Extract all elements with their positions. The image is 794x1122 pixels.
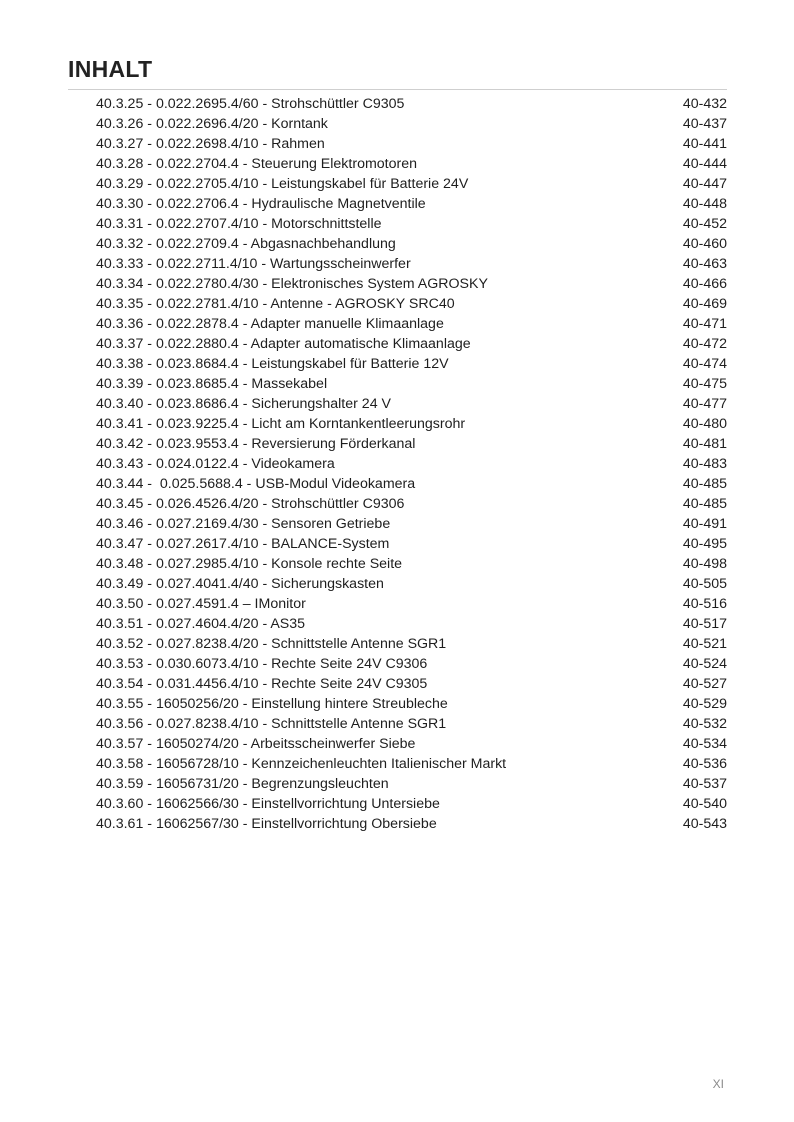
page-number: XI — [712, 1077, 724, 1091]
toc-entry[interactable] — [96, 434, 727, 454]
title-divider — [68, 89, 727, 90]
toc-entry[interactable] — [96, 394, 727, 414]
toc-entry-page: 40-532 — [682, 716, 727, 732]
toc-entry[interactable] — [96, 534, 727, 554]
toc-entry-title: 40.3.53 - 0.030.6073.4/10 - Rechte Seite 24V C9306 — [96, 656, 428, 672]
toc-entry-title: 40.3.56 - 0.027.8238.4/10 - Schnittstelle Antenne SGR1 — [96, 716, 447, 732]
toc-entry-page: 40-448 — [682, 196, 727, 212]
toc-entry[interactable] — [96, 554, 727, 574]
toc-entry-title: 40.3.29 - 0.022.2705.4/10 - Leistungskabel für Batterie 24V — [96, 176, 469, 192]
toc-entry-title: 40.3.54 - 0.031.4456.4/10 - Rechte Seite 24V C9305 — [96, 676, 428, 692]
toc-entry[interactable] — [96, 234, 727, 254]
toc-entry-page: 40-534 — [682, 736, 727, 752]
toc-entry-page: 40-495 — [682, 536, 727, 552]
toc-entry-title: 40.3.35 - 0.022.2781.4/10 - Antenne - AGROSKY SRC40 — [96, 296, 455, 312]
toc-entry-title: 40.3.31 - 0.022.2707.4/10 - Motorschnittstelle — [96, 216, 382, 232]
toc-entry-title: 40.3.55 - 16050256/20 - Einstellung hintere Streubleche — [96, 696, 448, 712]
toc-entry[interactable] — [96, 494, 727, 514]
toc-entry[interactable] — [96, 474, 727, 494]
toc-entry-page: 40-480 — [682, 416, 727, 432]
toc-entry-page: 40-444 — [682, 156, 727, 172]
toc-entry-page: 40-452 — [682, 216, 727, 232]
toc-entry-title: 40.3.50 - 0.027.4591.4 – IMonitor — [96, 596, 306, 612]
toc-entry-page: 40-471 — [682, 316, 727, 332]
toc-entry[interactable] — [96, 634, 727, 654]
toc-entry-title: 40.3.40 - 0.023.8686.4 - Sicherungshalter 24 V — [96, 396, 391, 412]
toc-entry-page: 40-498 — [682, 556, 727, 572]
toc-entry-page: 40-483 — [682, 456, 727, 472]
toc-entry-title: 40.3.58 - 16056728/10 - Kennzeichenleuchten Italienischer Markt — [96, 756, 507, 772]
toc-entry-title: 40.3.25 - 0.022.2695.4/60 - Strohschüttler C9305 — [96, 96, 405, 112]
toc-entry[interactable] — [96, 374, 727, 394]
toc-entry-page: 40-517 — [682, 616, 727, 632]
table-of-contents — [96, 94, 727, 834]
toc-entry[interactable] — [96, 114, 727, 134]
toc-entry-page: 40-447 — [682, 176, 727, 192]
page-title: INHALT — [68, 56, 153, 82]
toc-entry-title: 40.3.51 - 0.027.4604.4/20 - AS35 — [96, 616, 306, 632]
toc-entry[interactable] — [96, 734, 727, 754]
toc-entry[interactable] — [96, 594, 727, 614]
toc-entry[interactable] — [96, 194, 727, 214]
toc-entry-page: 40-485 — [682, 496, 727, 512]
toc-entry-page: 40-474 — [682, 356, 727, 372]
toc-entry-page: 40-524 — [682, 656, 727, 672]
toc-entry[interactable] — [96, 814, 727, 834]
toc-entry-title: 40.3.49 - 0.027.4041.4/40 - Sicherungskasten — [96, 576, 384, 592]
toc-entry-page: 40-537 — [682, 776, 727, 792]
toc-entry-page: 40-437 — [682, 116, 727, 132]
toc-entry-title: 40.3.44 - 0.025.5688.4 - USB-Modul Videokamera — [96, 476, 416, 492]
toc-entry-page: 40-536 — [682, 756, 727, 772]
toc-entry-title: 40.3.60 - 16062566/30 - Einstellvorrichtung Untersiebe — [96, 796, 440, 812]
toc-entry-page: 40-477 — [682, 396, 727, 412]
toc-entry-page: 40-529 — [682, 696, 727, 712]
toc-entry-title: 40.3.59 - 16056731/20 - Begrenzungsleuchten — [96, 776, 389, 792]
toc-entry[interactable] — [96, 354, 727, 374]
toc-entry[interactable] — [96, 574, 727, 594]
toc-entry[interactable] — [96, 214, 727, 234]
toc-entry-page: 40-441 — [682, 136, 727, 152]
toc-entry[interactable] — [96, 154, 727, 174]
toc-entry[interactable] — [96, 134, 727, 154]
toc-entry-page: 40-466 — [682, 276, 727, 292]
toc-entry[interactable] — [96, 334, 727, 354]
toc-entry[interactable] — [96, 714, 727, 734]
toc-entry-title: 40.3.32 - 0.022.2709.4 - Abgasnachbehandlung — [96, 236, 396, 252]
toc-entry-title: 40.3.42 - 0.023.9553.4 - Reversierung Förderkanal — [96, 436, 416, 452]
toc-entry[interactable] — [96, 614, 727, 634]
toc-entry-title: 40.3.41 - 0.023.9225.4 - Licht am Korntankentleerungsrohr — [96, 416, 466, 432]
toc-entry-title: 40.3.45 - 0.026.4526.4/20 - Strohschüttler C9306 — [96, 496, 405, 512]
toc-entry-title: 40.3.34 - 0.022.2780.4/30 - Elektronisches System AGROSKY — [96, 276, 488, 292]
toc-entry-title: 40.3.26 - 0.022.2696.4/20 - Korntank — [96, 116, 328, 132]
toc-entry-title: 40.3.47 - 0.027.2617.4/10 - BALANCE-System — [96, 536, 390, 552]
toc-entry-page: 40-543 — [682, 816, 727, 832]
toc-entry[interactable] — [96, 674, 727, 694]
toc-entry-page: 40-475 — [682, 376, 727, 392]
toc-entry-title: 40.3.61 - 16062567/30 - Einstellvorrichtung Obersiebe — [96, 816, 437, 832]
toc-entry-page: 40-472 — [682, 336, 727, 352]
toc-entry-title: 40.3.27 - 0.022.2698.4/10 - Rahmen — [96, 136, 325, 152]
toc-entry[interactable] — [96, 254, 727, 274]
toc-entry-title: 40.3.33 - 0.022.2711.4/10 - Wartungsscheinwerfer — [96, 256, 411, 272]
toc-entry-page: 40-505 — [682, 576, 727, 592]
toc-entry[interactable] — [96, 294, 727, 314]
toc-entry[interactable] — [96, 94, 727, 114]
toc-entry-title: 40.3.52 - 0.027.8238.4/20 - Schnittstelle Antenne SGR1 — [96, 636, 447, 652]
toc-entry-title: 40.3.48 - 0.027.2985.4/10 - Konsole rechte Seite — [96, 556, 403, 572]
toc-entry-title: 40.3.39 - 0.023.8685.4 - Massekabel — [96, 376, 328, 392]
toc-entry-title: 40.3.28 - 0.022.2704.4 - Steuerung Elektromotoren — [96, 156, 418, 172]
toc-entry[interactable] — [96, 414, 727, 434]
toc-entry-title: 40.3.57 - 16050274/20 - Arbeitsscheinwerfer Siebe — [96, 736, 416, 752]
toc-entry[interactable] — [96, 694, 727, 714]
toc-entry-page: 40-432 — [682, 96, 727, 112]
toc-entry[interactable] — [96, 794, 727, 814]
toc-entry-page: 40-491 — [682, 516, 727, 532]
toc-entry-page: 40-540 — [682, 796, 727, 812]
toc-entry[interactable] — [96, 654, 727, 674]
toc-entry-title: 40.3.43 - 0.024.0122.4 - Videokamera — [96, 456, 335, 472]
toc-entry-title: 40.3.46 - 0.027.2169.4/30 - Sensoren Getriebe — [96, 516, 391, 532]
toc-entry-page: 40-460 — [682, 236, 727, 252]
toc-entry-title: 40.3.36 - 0.022.2878.4 - Adapter manuelle Klimaanlage — [96, 316, 444, 332]
toc-entry[interactable] — [96, 174, 727, 194]
toc-entry-page: 40-469 — [682, 296, 727, 312]
toc-entry[interactable] — [96, 514, 727, 534]
toc-entry-page: 40-527 — [682, 676, 727, 692]
toc-entry-title: 40.3.30 - 0.022.2706.4 - Hydraulische Magnetventile — [96, 196, 426, 212]
toc-entry[interactable] — [96, 754, 727, 774]
toc-entry-page: 40-485 — [682, 476, 727, 492]
toc-entry-page: 40-516 — [682, 596, 727, 612]
toc-entry[interactable] — [96, 314, 727, 334]
toc-entry-title: 40.3.38 - 0.023.8684.4 - Leistungskabel für Batterie 12V — [96, 356, 449, 372]
toc-entry[interactable] — [96, 274, 727, 294]
toc-entry-page: 40-463 — [682, 256, 727, 272]
toc-entry-page: 40-481 — [682, 436, 727, 452]
toc-entry-page: 40-521 — [682, 636, 727, 652]
toc-entry[interactable] — [96, 454, 727, 474]
toc-entry[interactable] — [96, 774, 727, 794]
toc-entry-title: 40.3.37 - 0.022.2880.4 - Adapter automatische Klimaanlage — [96, 336, 471, 352]
